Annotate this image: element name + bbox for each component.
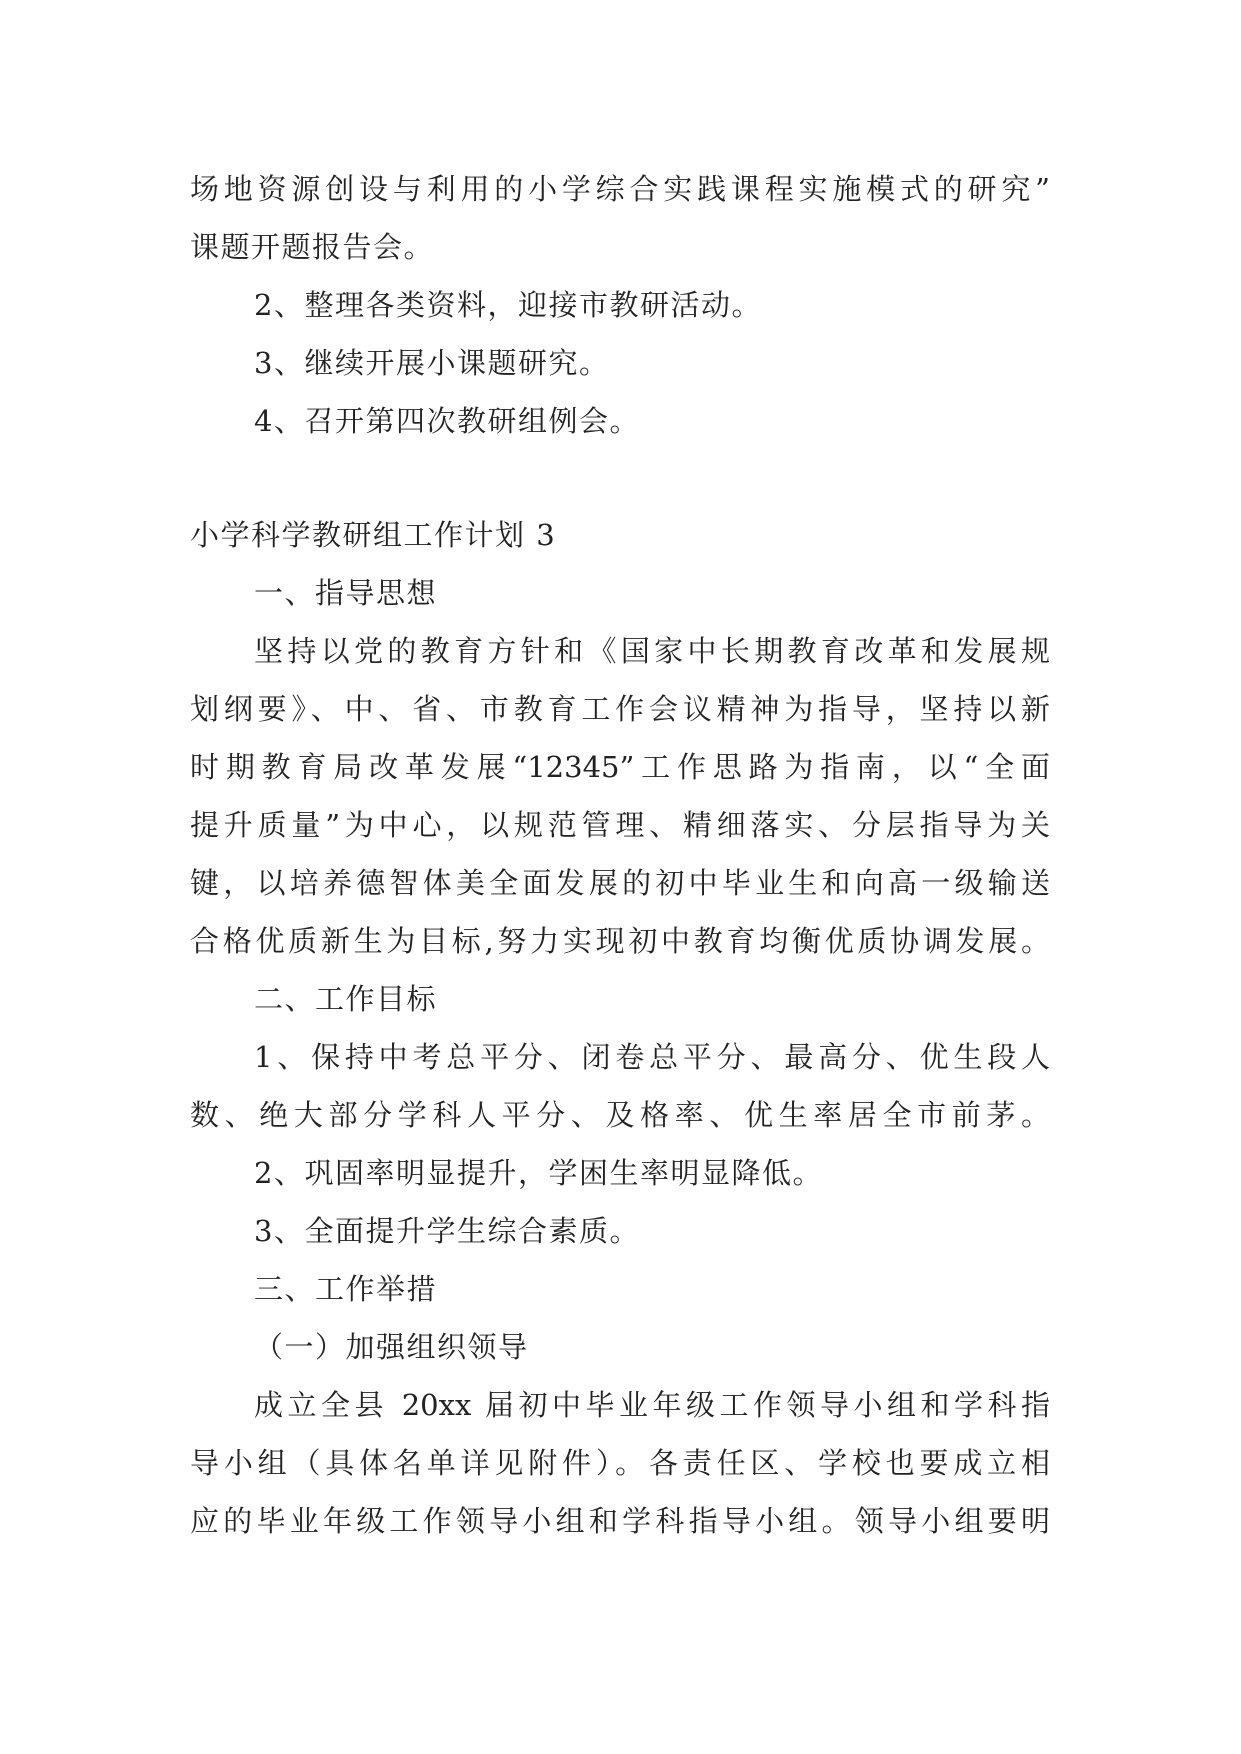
paragraph-line: 课题开题报告会。 [190,230,435,264]
paragraph-line: 导小组（具体名单详见附件）。各责任区、学校也要成立相 [190,1446,1050,1480]
paragraph-line: 提升质量”为中心，以规范管理、精细落实、分层指导为关 [190,808,1050,842]
paragraph-line: 数、绝大部分学科人平分、及格率、优生率居全市前茅。 [190,1098,1050,1132]
section-title: 小学科学教研组工作计划 3 [190,518,557,552]
paragraph-line: 1、保持中考总平分、闭卷总平分、最高分、优生段人 [254,1040,1050,1074]
list-item: 4、召开第四次教研组例会。 [254,404,640,438]
heading-guiding-ideology: 一、指导思想 [254,576,438,610]
list-item: 2、巩固率明显提升，学困生率明显降低。 [254,1156,823,1190]
document-body [190,160,1050,1550]
paragraph-line: 合格优质新生为目标,努力实现初中教育均衡优质协调发展。 [190,924,1050,958]
paragraph-line: 键，以培养德智体美全面发展的初中毕业生和向高一级输送 [190,866,1050,900]
paragraph-line: 时期教育局改革发展“12345”工作思路为指南，以“全面 [190,750,1050,784]
paragraph-line: 场地资源创设与利用的小学综合实践课程实施模式的研究” [190,172,1050,206]
list-item: 3、全面提升学生综合素质。 [254,1214,640,1248]
sub-heading: （一）加强组织领导 [254,1330,529,1364]
list-item: 2、整理各类资料，迎接市教研活动。 [254,288,762,322]
heading-work-goals: 二、工作目标 [254,982,438,1016]
paragraph-line: 成立全县 20xx 届初中毕业年级工作领导小组和学科指 [254,1388,1050,1422]
paragraph-line: 划纲要》、中、省、市教育工作会议精神为指导，坚持以新 [190,692,1050,726]
section-gap [190,450,1050,506]
list-item: 3、继续开展小课题研究。 [254,346,610,380]
paragraph-line: 应的毕业年级工作领导小组和学科指导小组。领导小组要明 [190,1504,1050,1538]
heading-work-measures: 三、工作举措 [254,1272,438,1306]
paragraph-line: 坚持以党的教育方针和《国家中长期教育改革和发展规 [254,634,1050,668]
